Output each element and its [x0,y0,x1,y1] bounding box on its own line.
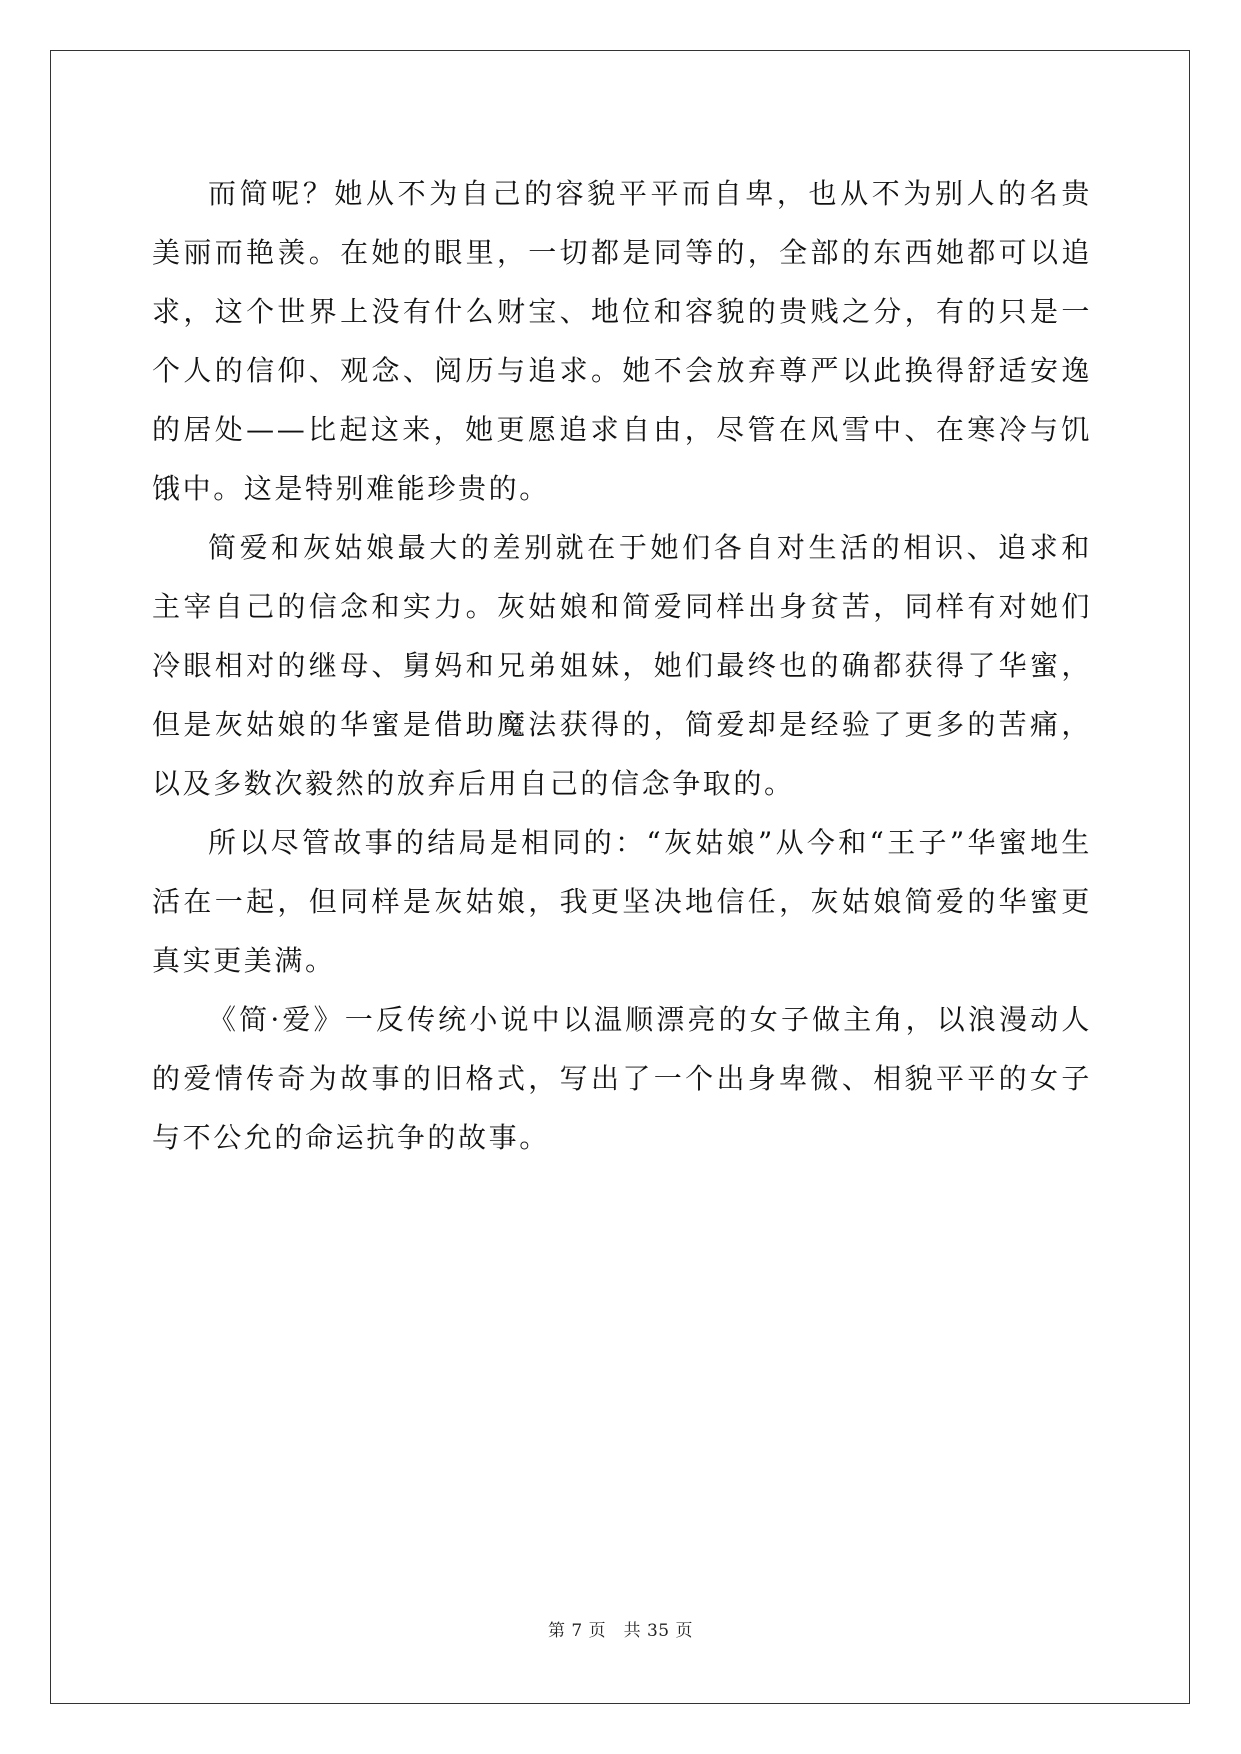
paragraph-4: 《简·爱》一反传统小说中以温顺漂亮的女子做主角，以浪漫动人的爱情传奇为故事的旧格式，写出了一个出身卑微、相貌平平的女子与不公允的命运抗争的故事。 [152,1003,1092,1154]
document-body [152,164,1092,1167]
paragraph-3: 所以尽管故事的结局是相同的：“灰姑娘”从今和“王子”华蜜地生活在一起，但同样是灰姑娘，我更坚决地信任，灰姑娘简爱的华蜜更真实更美满。 [152,826,1092,977]
paragraph-1: 而简呢？她从不为自己的容貌平平而自卑，也从不为别人的名贵美丽而艳羡。在她的眼里，一切都是同等的，全部的东西她都可以追求，这个世界上没有什么财宝、地位和容貌的贵贱之分，有的只是一个人的信仰、观念、阅历与追求。她不会放弃尊严以此换得舒适安逸的居处——比起这来，她更愿追求自由，尽管在风雪中、在寒冷与饥饿中。这是特别难能珍贵的。 [152,177,1092,505]
page-number-label: 第 7 页 共 35 页 [547,1621,694,1641]
paragraph-2: 简爱和灰姑娘最大的差别就在于她们各自对生活的相识、追求和主宰自己的信念和实力。灰姑娘和简爱同样出身贫苦，同样有对她们冷眼相对的继母、舅妈和兄弟姐妹，她们最终也的确都获得了华蜜，但是灰姑娘的华蜜是借助魔法获得的，简爱却是经验了更多的苦痛，以及多数次毅然的放弃后用自己的信念争取的。 [152,531,1092,800]
page-footer [0,1616,1241,1641]
